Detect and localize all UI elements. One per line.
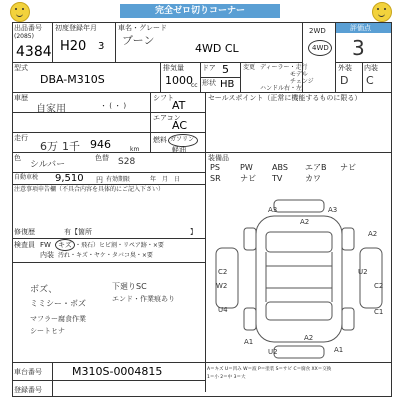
registration-label: 登録番号 (14, 386, 42, 394)
changes-label-1: 変更 (243, 64, 256, 71)
damage-mark-c2-right: C2 (374, 282, 384, 290)
equipment-sr: SR (210, 174, 221, 183)
usage-label: 車歴 (14, 94, 28, 102)
damage-mark-u2-bottom: U2 (268, 348, 278, 356)
damage-mark-a2-bottom: A2 (304, 334, 314, 342)
mileage-sen: 1千 (62, 140, 80, 153)
inspector-items: ・飛石）ヒビ割・リペア跡・×要 (75, 242, 164, 249)
displacement-label: 排気量 (163, 64, 184, 72)
note-left-1: ボズ、 (30, 285, 58, 295)
damage-mark-u2-right: U2 (358, 268, 368, 276)
lot-label: 出品番号 (14, 24, 42, 32)
damage-mark-a1-bottom: A1 (244, 338, 254, 346)
shift-value: AT (172, 99, 186, 112)
year-label: 初度登録年月 (55, 24, 97, 32)
damage-mark-c1-right: C1 (374, 308, 384, 316)
equipment-abs: ABS (272, 163, 288, 172)
tax-unit: 円 (96, 176, 103, 184)
damage-mark-u4-left: U4 (218, 306, 228, 314)
header-banner (0, 0, 400, 22)
note-left-2: ミミシー・ボズ (30, 299, 86, 308)
aircon-value: AC (172, 119, 188, 132)
fuel-value: ガソリン (170, 136, 195, 143)
sales-point-label: セールスポイント（正常に機能するものに限る） (208, 94, 362, 102)
note-left-4: シートヒナ (30, 327, 65, 335)
evaluation-label: 評価点 (350, 24, 371, 32)
interior-mark: C (366, 74, 374, 87)
car-outline-icon (208, 198, 390, 360)
color-code-label: 色替 (95, 154, 109, 162)
displacement-unit: cc (191, 82, 198, 89)
note-right-2: エンド・作業痕あり (112, 295, 175, 303)
type-value: DBA-M310S (40, 73, 105, 86)
mileage-man: 6万 (40, 140, 58, 153)
doors-value: 5 (222, 63, 229, 76)
shift-label: シフト (153, 94, 174, 102)
model-label: 車名・グレード (118, 24, 167, 32)
tax-period-label: 有効期限 (106, 176, 131, 183)
equipment-ps: PS (210, 163, 220, 172)
equipment-navi: ナビ (340, 163, 356, 172)
exterior-label: 外装 (338, 64, 352, 72)
equipment-label: 装備品 (208, 154, 229, 162)
changes-label-4: チェンジ (290, 78, 314, 85)
equipment-pw: PW (240, 163, 253, 172)
mileage-label: 走行 (14, 134, 28, 142)
smiling-sun-mascot-icon (10, 2, 30, 22)
changes-label-5: ハンドル右・左 (260, 85, 303, 92)
mileage-unit: km (130, 146, 140, 153)
color-label: 色 (14, 154, 21, 162)
inspector-interior: 汚れ・キズ・ヤケ・タバコ臭・×要 (58, 252, 153, 259)
equipment-row-2 (210, 175, 390, 185)
model-name: ブーン (122, 34, 155, 47)
shape-label: 形状 (202, 79, 216, 87)
color-value: シルバー (30, 160, 66, 170)
equipment-row-1 (210, 164, 390, 174)
aircon-label: エアコン (153, 114, 181, 122)
damage-mark-w2-left: W2 (216, 282, 228, 290)
evaluation-score: 3 (352, 36, 365, 60)
tax-label: 自動車税 (14, 174, 39, 181)
damage-mark-a3-top-left: A3 (268, 206, 278, 214)
lot-number: 4384 (16, 44, 52, 60)
inspector-kizu: キズ (58, 241, 72, 249)
year-month: 3 (98, 41, 105, 52)
car-damage-diagram (208, 198, 390, 360)
damage-mark-a1-bottom-right: A1 (334, 346, 344, 354)
note-left-3: マフラー腐食作業 (30, 315, 86, 323)
model-grade: 4WD CL (195, 42, 239, 55)
tax-period-unit: 年 月 日 (150, 176, 181, 183)
exterior-mark: D (340, 74, 349, 87)
notes-label: 注意事項申告欄（不具合内容を具体的にご記入下さい） (14, 186, 165, 193)
type-label: 型式 (14, 64, 28, 72)
displacement-value: 1000 (165, 74, 193, 87)
usage-dots: ・ ( ・ ) (100, 102, 127, 110)
equipment-navi-2: ナビ (240, 174, 256, 183)
drive-2wd: 2WD (309, 27, 326, 35)
interior-label: 内装 (364, 64, 378, 72)
equipment-tv: TV (272, 174, 283, 183)
inspector-interior-label: 内装 (40, 251, 54, 259)
fuel-label: 燃料 (153, 136, 167, 144)
lot-sub-code: (2085) (14, 33, 34, 40)
note-right-1: 下廻りSC (112, 282, 147, 291)
year-era: H20 (60, 39, 87, 54)
damage-mark-a2-right: A2 (368, 230, 378, 238)
repair-close: 】 (190, 228, 197, 236)
color-code: S28 (118, 157, 136, 167)
drive-4wd-circle (308, 40, 332, 56)
changes-label-3: モデル (290, 71, 308, 78)
damage-mark-a3-top-right: A3 (328, 206, 338, 214)
chassis-value: M310S-0004815 (72, 365, 163, 378)
equipment-leather: カワ (305, 174, 321, 183)
tax-value: 9,510 (55, 173, 84, 184)
equipment-airbag: エアB (305, 163, 327, 172)
changes-label-2: ディーラー・走行 (260, 64, 308, 71)
legend-line-1: A＝キズ U＝凹み W＝波 P＝塗装 S＝サビ C＝腐食 XX＝交換 (207, 367, 332, 372)
damage-mark-a2-top: A2 (300, 218, 310, 226)
doors-label: ドア (202, 64, 216, 72)
legend-line-2: 1＝小 2＝中 3＝大 (207, 375, 246, 380)
repair-value: 有【箇所 (64, 228, 92, 236)
chassis-label: 車台番号 (14, 368, 42, 376)
usage-value: 自家用 (36, 104, 66, 115)
shape-value: HB (220, 79, 235, 90)
inspector-label: 検査員 (14, 241, 35, 249)
mileage-rest: 946 (90, 138, 111, 151)
drive-4wd: 4WD (312, 44, 329, 52)
banner-title: 完全ゼロ切りコーナー (120, 4, 280, 18)
inspector-fw: FW (40, 241, 51, 249)
smiling-sun-mascot-icon (372, 2, 392, 22)
fuel-light: 軽油 (172, 146, 186, 154)
repair-label: 修復歴 (14, 228, 35, 236)
damage-mark-c2-left: C2 (218, 268, 228, 276)
evaluation-header (336, 23, 391, 33)
